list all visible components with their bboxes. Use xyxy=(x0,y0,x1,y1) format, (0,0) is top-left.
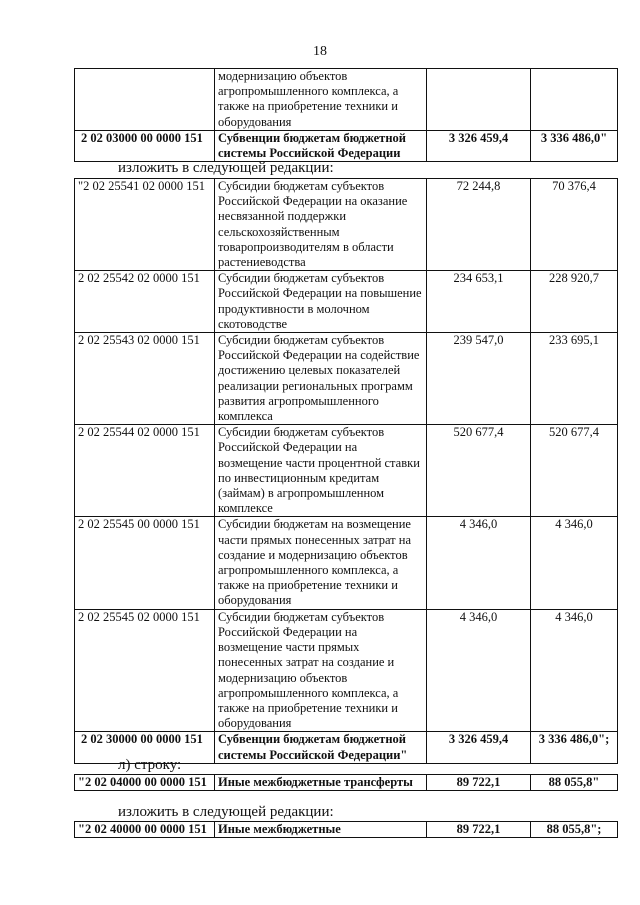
code-cell: "2 02 25541 02 0000 151 xyxy=(75,179,215,271)
code-cell: 2 02 25545 00 0000 151 xyxy=(75,517,215,609)
value-2-cell: 3 336 486,0"; xyxy=(531,732,618,763)
table-row xyxy=(75,517,618,609)
instruction-text: изложить в следующей редакции: xyxy=(118,804,334,820)
table-row xyxy=(75,69,618,131)
instruction-text: л) строку: xyxy=(118,757,182,773)
table-row xyxy=(75,271,618,333)
value-2-cell xyxy=(531,69,618,131)
value-1-cell xyxy=(427,69,531,131)
name-cell: модернизацию объектов агропромышленного комплекса, а также на приобретение техники и оборудования xyxy=(215,69,427,131)
table-row xyxy=(75,775,618,791)
table-row xyxy=(75,130,618,161)
value-1-cell: 520 677,4 xyxy=(427,425,531,517)
value-2-cell: 520 677,4 xyxy=(531,425,618,517)
value-2-cell: 88 055,8" xyxy=(531,775,618,791)
value-2-cell: 4 346,0 xyxy=(531,517,618,609)
name-cell: Субсидии бюджетам субъектов Российской Федерации на оказание несвязанной поддержки сельскохозяйственным товаропроизводителям в области растениеводства xyxy=(215,179,427,271)
table-row xyxy=(75,609,618,732)
value-1-cell: 234 653,1 xyxy=(427,271,531,333)
table-row xyxy=(75,333,618,425)
code-cell: 2 02 25542 02 0000 151 xyxy=(75,271,215,333)
code-cell: "2 02 40000 00 0000 151 xyxy=(75,822,215,838)
value-1-cell: 239 547,0 xyxy=(427,333,531,425)
code-cell: "2 02 04000 00 0000 151 xyxy=(75,775,215,791)
name-cell: Субсидии бюджетам субъектов Российской Федерации на возмещение части прямых понесенных затрат на создание и модернизацию объектов агропромышленного комплекса, а также на приобретение техники и оборудования xyxy=(215,609,427,732)
table-row xyxy=(75,179,618,271)
name-cell: Субсидии бюджетам на возмещение части прямых понесенных затрат на создание и модернизацию объектов агропромышленного комплекса, а также на приобретение техники и оборудования xyxy=(215,517,427,609)
table-new-row xyxy=(74,821,618,838)
value-1-cell: 4 346,0 xyxy=(427,517,531,609)
code-cell: 2 02 03000 00 0000 151 xyxy=(75,130,215,161)
page-number: 18 xyxy=(313,44,327,59)
value-2-cell: 233 695,1 xyxy=(531,333,618,425)
name-cell: Иные межбюджетные xyxy=(215,822,427,838)
name-cell: Субсидии бюджетам субъектов Российской Федерации на содействие достижению целевых показателей реализации региональных программ развития агропромышленного комплекса xyxy=(215,333,427,425)
value-1-cell: 89 722,1 xyxy=(427,822,531,838)
value-2-cell: 228 920,7 xyxy=(531,271,618,333)
table-row xyxy=(75,822,618,838)
value-2-cell: 70 376,4 xyxy=(531,179,618,271)
table-old-row xyxy=(74,774,618,791)
value-1-cell: 89 722,1 xyxy=(427,775,531,791)
table-new-revision xyxy=(74,178,618,764)
name-cell: Субсидии бюджетам субъектов Российской Федерации на возмещение части процентной ставки по инвестиционным кредитам (займам) в агропромышленном комплексе xyxy=(215,425,427,517)
value-1-cell: 72 244,8 xyxy=(427,179,531,271)
value-2-cell: 88 055,8"; xyxy=(531,822,618,838)
value-2-cell: 4 346,0 xyxy=(531,609,618,732)
value-1-cell: 3 326 459,4 xyxy=(427,732,531,763)
table-continuation xyxy=(74,68,618,162)
code-cell xyxy=(75,69,215,131)
name-cell: Иные межбюджетные трансферты xyxy=(215,775,427,791)
name-cell: Субвенции бюджетам бюджетной системы Российской Федерации" xyxy=(215,732,427,763)
value-1-cell: 3 326 459,4 xyxy=(427,130,531,161)
instruction-text: изложить в следующей редакции: xyxy=(118,160,334,176)
table-row xyxy=(75,425,618,517)
name-cell: Субсидии бюджетам субъектов Российской Федерации на повышение продуктивности в молочном скотоводстве xyxy=(215,271,427,333)
code-cell: 2 02 30000 00 0000 151 xyxy=(75,732,215,763)
value-1-cell: 4 346,0 xyxy=(427,609,531,732)
code-cell: 2 02 25543 02 0000 151 xyxy=(75,333,215,425)
code-cell: 2 02 25544 02 0000 151 xyxy=(75,425,215,517)
value-2-cell: 3 336 486,0" xyxy=(531,130,618,161)
code-cell: 2 02 25545 02 0000 151 xyxy=(75,609,215,732)
name-cell: Субвенции бюджетам бюджетной системы Российской Федерации xyxy=(215,130,427,161)
